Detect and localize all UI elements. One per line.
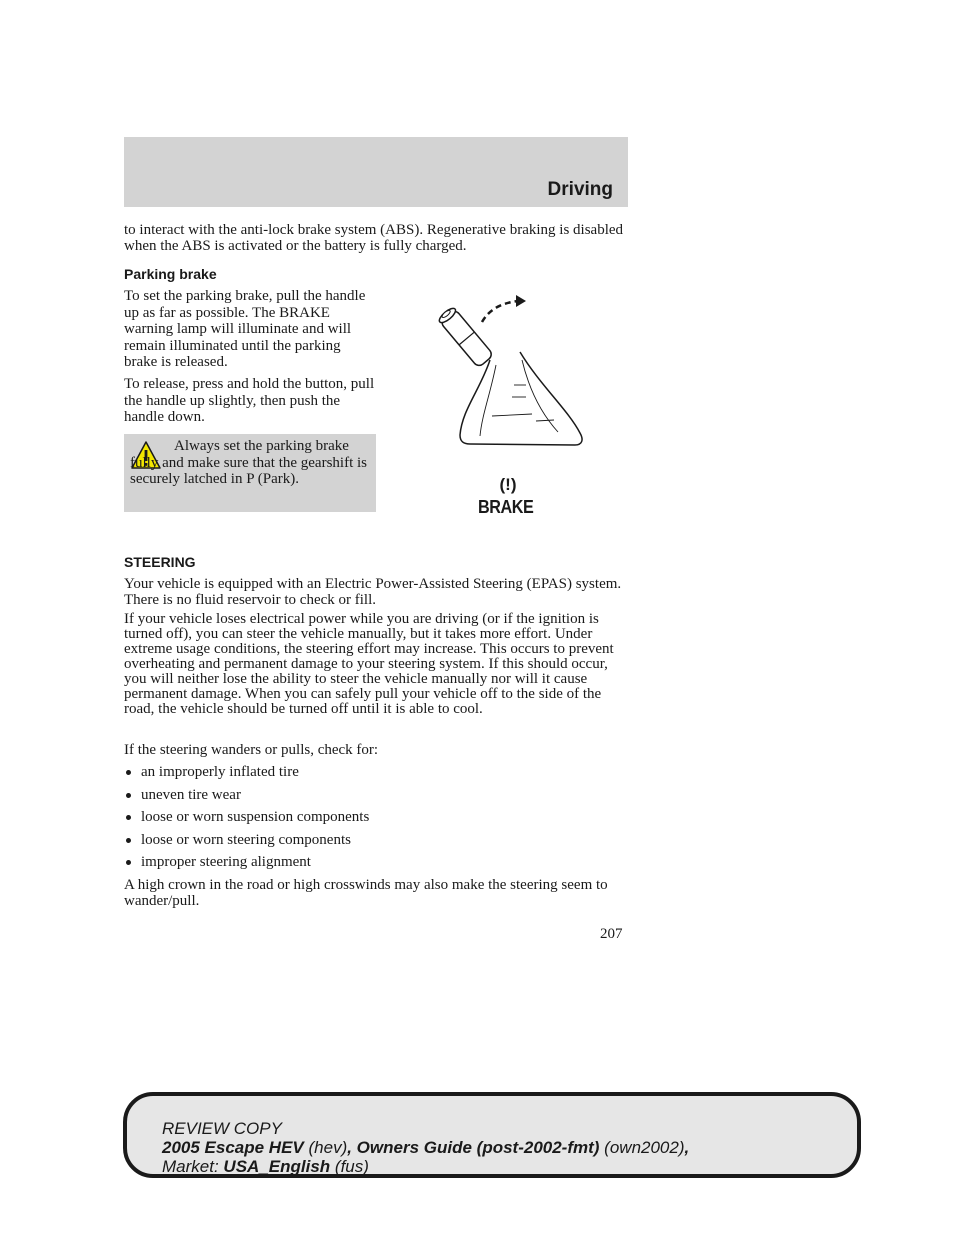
footer-guide-code: (own2002) xyxy=(604,1138,685,1157)
parking-brake-release-paragraph: To release, press and hold the button, pull the handle up slightly, then push the handle down. xyxy=(124,376,375,425)
footer-market: USA_English xyxy=(223,1157,331,1176)
list-item: loose or worn suspension components xyxy=(124,809,624,825)
list-item: loose or worn steering components xyxy=(124,832,624,848)
intro-paragraph: to interact with the anti-lock brake system (ABS). Regenerative braking is disabled when the ABS is activated or the battery is fully charged. xyxy=(124,222,624,254)
footer-comma: , xyxy=(684,1138,690,1157)
parking-brake-heading: Parking brake xyxy=(124,266,217,282)
steering-check-intro: If the steering wanders or pulls, check for: xyxy=(124,742,379,758)
list-item: an improperly inflated tire xyxy=(124,764,624,780)
parking-brake-handle-illustration xyxy=(430,290,600,460)
steering-power-loss-paragraph: If your vehicle loses electrical power while you are driving (or if the ignition is turned off), you can steer the vehicle manually, but it takes more effort. Under extreme usage conditions, the steering effort may increase. This occurs to prevent overheating and permanent damage to your steering system. If this should occur, you will neither lose the ability to steer the vehicle manually nor will it cause permanent damage. When you can safely pull your vehicle off to the side of the road, the vehicle should be turned off until it is able to cool. xyxy=(124,611,614,717)
brake-lamp-label: BRAKE xyxy=(478,497,534,517)
steering-heading: STEERING xyxy=(124,554,196,570)
footer-market-code: (fus) xyxy=(334,1157,369,1176)
section-title: Driving xyxy=(547,179,613,200)
footer-market-label: Market: xyxy=(162,1157,219,1176)
review-copy-label: REVIEW COPY xyxy=(162,1119,282,1138)
warning-text: Always set the parking brake fully and make sure that the gearshift is securely latched in P (Park). xyxy=(130,438,368,487)
footer-guide: , Owners Guide (post-2002-fmt) xyxy=(347,1138,600,1157)
footer-model: 2005 Escape HEV xyxy=(162,1138,304,1157)
steering-crown-paragraph: A high crown in the road or high crosswinds may also make the steering seem to wander/pull. xyxy=(124,877,608,909)
steering-epas-paragraph: Your vehicle is equipped with an Electric Power-Assisted Steering (EPAS) system. There is no fluid reservoir to check or fill. xyxy=(124,576,622,608)
parking-brake-set-paragraph: To set the parking brake, pull the handle up as far as possible. The BRAKE warning lamp will illuminate and will remain illuminated until the parking brake is released. xyxy=(124,288,366,370)
footer-text xyxy=(162,1119,689,1176)
warning-box xyxy=(124,434,376,512)
list-item: improper steering alignment xyxy=(124,854,624,870)
brake-lamp-symbol: (!) xyxy=(499,475,517,494)
steering-checklist xyxy=(124,764,624,877)
footer-model-code: (hev) xyxy=(308,1138,348,1157)
section-header xyxy=(124,137,628,207)
page-number: 207 xyxy=(600,926,623,942)
list-item: uneven tire wear xyxy=(124,787,624,803)
